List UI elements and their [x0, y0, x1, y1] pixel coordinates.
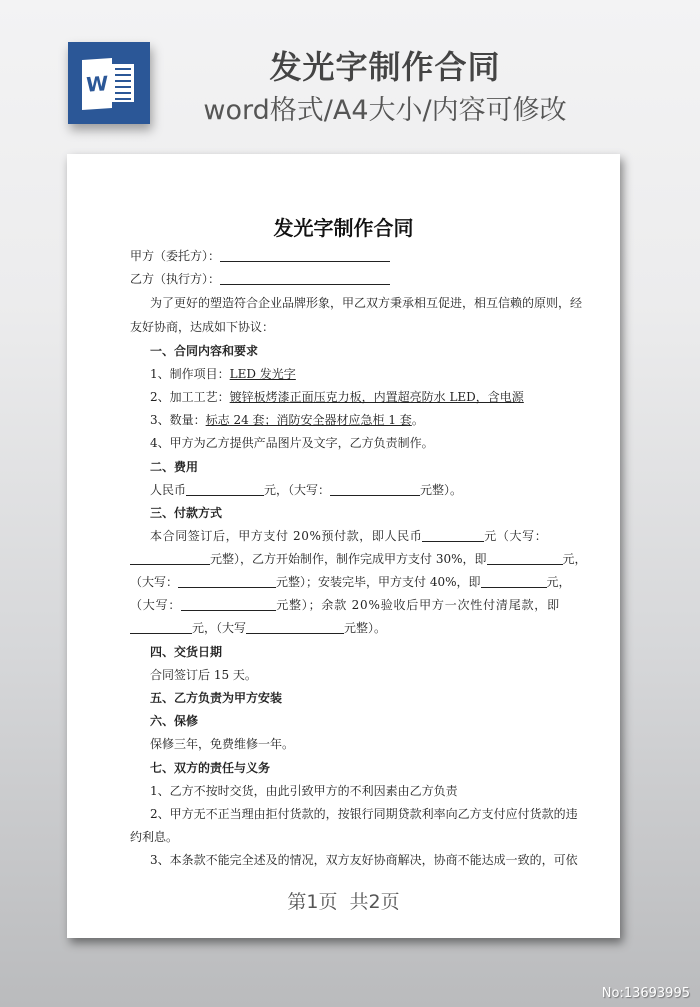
document-title: 发光字制作合同: [273, 216, 414, 240]
s3-l2-text-a: 元整），乙方开始制作，制作完成甲方支付 30%，即: [210, 552, 487, 566]
s1-item-3-label: 3、数量：: [150, 413, 206, 427]
s1-item-2: [150, 389, 524, 405]
word-app-icon: [68, 42, 150, 124]
install-capital-blank[interactable]: [181, 598, 276, 611]
s2-text-b: 元，（大写：: [264, 483, 331, 497]
s1-item-1-label: 1、制作项目：: [150, 367, 230, 381]
s1-item-3: [150, 412, 424, 428]
s3-l3-text-b: 元整）；安装完毕，甲方支付 40%，即: [276, 575, 481, 589]
section-2-heading: 二、费用: [150, 460, 199, 474]
word-letter: W: [86, 71, 109, 97]
s1-item-3-end: 。: [411, 413, 424, 427]
s7-item-3: 3、本条款不能完全述及的情况，双方友好协商解决，协商不能达成一致的，可依: [150, 853, 578, 867]
s3-line-4: [130, 597, 560, 613]
word-lines-icon: [112, 64, 134, 102]
s1-item-2-value: 镀锌板烤漆正面压克力板，内置超亮防水 LED，含电源: [229, 390, 524, 404]
section-7-heading: 七、双方的责任与义务: [150, 761, 271, 775]
s4-text: 合同签订后 15 天。: [150, 668, 257, 682]
s2-text-a: 人民币: [150, 483, 187, 497]
s1-item-2-label: 2、加工工艺：: [150, 390, 230, 404]
completion-amount-blank[interactable]: [487, 552, 563, 565]
s3-l4-text-b: 元整）；余款 20%验收后甲方一次性付清尾款，即: [276, 598, 560, 612]
s3-l3-text-c: 元，: [546, 575, 571, 589]
s1-item-4: 4、甲方为乙方提供产品图片及文字，乙方负责制作。: [150, 436, 434, 450]
s7-item-2: 2、甲方无不正当理由拒付货款的，按银行同期贷款利率向乙方支付应付货款的违: [150, 807, 578, 821]
header-subtitle: word格式/A4大小/内容可修改: [203, 95, 567, 126]
balance-capital-blank[interactable]: [246, 621, 344, 634]
s7-item-2-cont: 约利息。: [130, 830, 179, 844]
section-1-heading: 一、合同内容和要求: [150, 344, 259, 358]
s3-l5-text-b: 元整）。: [344, 621, 387, 635]
s3-l3-text-a: （大写：: [130, 575, 179, 589]
install-amount-blank[interactable]: [481, 575, 547, 588]
section-3-heading: 三、付款方式: [150, 506, 223, 520]
document-page: [67, 154, 620, 938]
header-title: 发光字制作合同: [269, 48, 501, 86]
s7-item-1: 1、乙方不按时交货，由此引致甲方的不利因素由乙方负责: [150, 784, 458, 798]
s3-l5-text-a: 元，（大写: [192, 621, 247, 635]
section-5-heading: 五、乙方负责为甲方安装: [150, 691, 283, 705]
s3-l4-text-a: （大写：: [130, 598, 182, 612]
section-4-heading: 四、交货日期: [150, 645, 223, 659]
intro-line-2: 友好协商，达成如下协议：: [130, 320, 275, 334]
s3-line-3: [130, 574, 571, 590]
s3-line-2: [130, 551, 587, 567]
prepay-capital-blank[interactable]: [130, 552, 210, 565]
rmb-amount-blank[interactable]: [186, 483, 264, 496]
prepay-amount-blank[interactable]: [422, 529, 484, 542]
party-b-blank[interactable]: [220, 272, 390, 285]
serial-number: No:13693995: [601, 986, 690, 1001]
s3-line-5: [130, 620, 386, 636]
party-a-line: [130, 248, 390, 264]
s1-item-1-value: LED 发光字: [229, 367, 296, 381]
s3-l2-text-b: 元，: [562, 552, 587, 566]
party-a-blank[interactable]: [220, 249, 390, 262]
section-6-heading: 六、保修: [150, 714, 199, 728]
word-doc-shape: [82, 58, 112, 110]
balance-amount-blank[interactable]: [130, 621, 192, 634]
completion-capital-blank[interactable]: [178, 575, 276, 588]
s3-line-1: [150, 528, 547, 544]
s3-l1-text-b: 元（大写：: [484, 529, 548, 543]
s6-text: 保修三年，免费维修一年。: [150, 737, 295, 751]
s3-l1-text-a: 本合同签订后，甲方支付 20%预付款，即人民币: [150, 529, 423, 543]
s2-text-c: 元整）。: [420, 483, 463, 497]
rmb-capital-blank[interactable]: [330, 483, 420, 496]
page-indicator: 第1页 共2页: [287, 891, 400, 913]
s1-item-3-value: 标志 24 套；消防安全器材应急柜 1 套: [205, 413, 412, 427]
party-b-label: 乙方（执行方）：: [130, 272, 221, 286]
party-a-label: 甲方（委托方）：: [130, 249, 221, 263]
intro-line-1: 为了更好的塑造符合企业品牌形象，甲乙双方秉承相互促进，相互信赖的原则，经: [150, 296, 583, 310]
party-b-line: [130, 271, 390, 287]
s1-item-1: [150, 366, 296, 382]
s2-fee-line: [150, 482, 462, 498]
